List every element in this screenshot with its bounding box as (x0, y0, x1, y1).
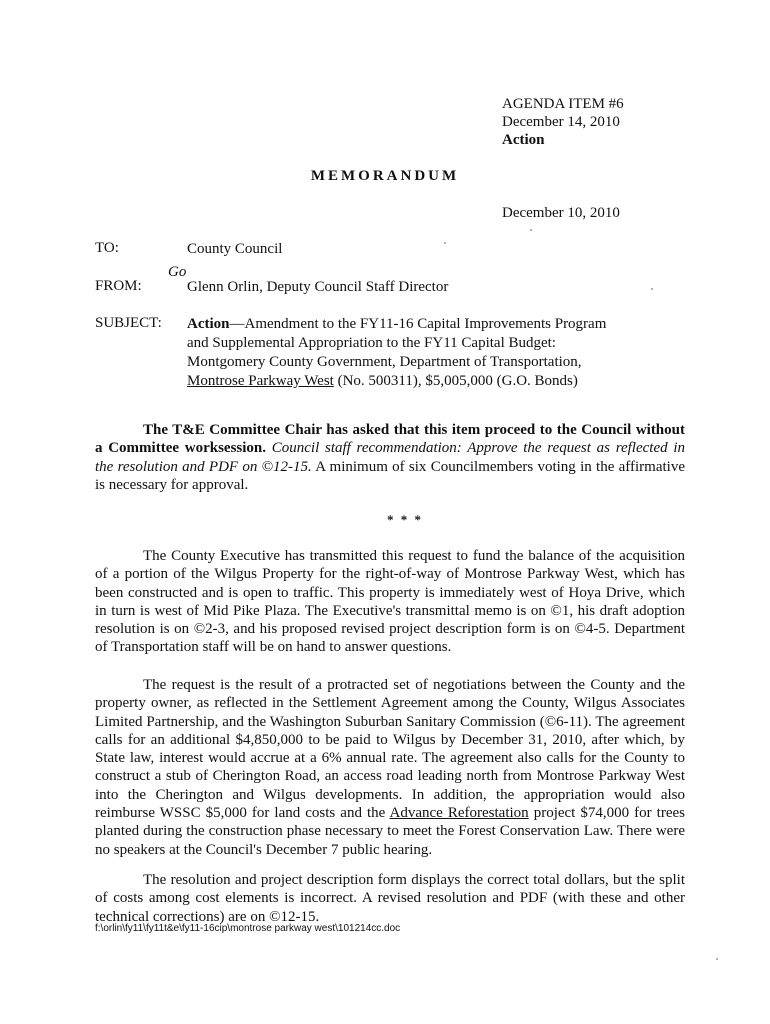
paragraph-3-text: The resolution and project description form displays the correct total dollars, but the split of costs among cost elements is incorrect. A revised resolution and PDF (with these and other technical corrections) are on ©12-15. (95, 872, 685, 925)
subject-line-2: and Supplemental Appropriation to the FY11 Capital Budget: (187, 335, 556, 351)
subject-action: Action (187, 316, 230, 332)
subject-line-3: Montgomery County Government, Department of Transportation, (187, 354, 582, 370)
agenda-action: Action (502, 132, 545, 148)
subject-line-4 (187, 372, 606, 391)
scan-speck (651, 288, 653, 290)
subject-label: SUBJECT: (95, 315, 162, 331)
paragraph-2-underlined: Advance Reforestation (389, 805, 529, 822)
agenda-item: AGENDA ITEM #6 (502, 96, 624, 112)
initials-handwritten: Go (168, 264, 187, 280)
scan-speck (444, 242, 446, 244)
scan-speck (530, 229, 532, 231)
intro-paragraph (95, 421, 685, 494)
paragraph-2 (95, 676, 685, 859)
intro-recommendation: Council staff recommendation: Approve the request as reflected in the resolution and PDF on ©12-15. (95, 440, 685, 475)
subject-block (187, 315, 606, 391)
to-value: County Council (187, 241, 283, 257)
paragraph-1-text: The County Executive has transmitted this request to fund the balance of the acquisition of a portion of the Wilgus Property for the right-of-way of Montrose Parkway West, which has been constructed and is open to traffic. This property is immediately west of Hoya Drive, which in turn is west of Mid Pike Plaza. The Executive's transmittal memo is on ©1, his draft adoption resolution is on ©2-3, and his proposed revised project description form is on ©4-5. Department of Transportation staff will be on hand to answer questions. (95, 548, 685, 656)
paragraph-1 (95, 547, 685, 657)
paragraph-2-before: The request is the result of a protracted set of negotiations between the County and the property owner, as reflected in the Settlement Agreement among the County, Wilgus Associates Limited Partnership, and the Washington Suburban Sanitary Commission (©6-11). The agreement calls for an additional $4,850,000 to be paid to Wilgus by December 31, 2010, after which, by State law, interest would accrue at a 6% annual rate. The agreement also calls for the County to construct a stub of Cherington Road, an access road leading north from Montrose Parkway West into the Cherington and Wilgus developments. In addition, the appropriation would also reimburse WSSC $5,000 for land costs and the (95, 677, 685, 822)
subject-project-name: Montrose Parkway West (187, 373, 334, 389)
subject-line-1-rest: —Amendment to the FY11-16 Capital Improvements Program (229, 316, 607, 332)
memo-date: December 10, 2010 (502, 205, 620, 221)
to-label: TO: (95, 240, 119, 256)
agenda-date: December 14, 2010 (502, 114, 620, 130)
section-separator: * * * (387, 512, 423, 527)
file-path-footer: f:\orlin\fy11\fy11t&e\fy11-16cip\montrose parkway west\101214cc.doc (95, 923, 401, 934)
subject-line-4-rest: (No. 500311), $5,005,000 (G.O. Bonds) (333, 373, 578, 389)
memo-title: MEMORANDUM (310, 168, 460, 184)
intro-rest: A minimum of six Councilmembers voting in the affirmative is necessary for approval. (95, 458, 685, 493)
paragraph-3 (95, 871, 685, 926)
from-value: Glenn Orlin, Deputy Council Staff Director (187, 279, 449, 295)
intro-bold: The T&E Committee Chair has asked that this item proceed to the Council without a Committee worksession. (95, 422, 685, 457)
paragraph-2-after: project $74,000 for trees planted during the construction phase necessary to meet the Forest Conservation Law. There were no speakers at the Council's December 7 public hearing. (95, 805, 685, 858)
from-label: FROM: (95, 278, 142, 294)
scan-speck (716, 958, 718, 960)
agenda-block (502, 95, 624, 149)
subject-line-1 (187, 315, 606, 334)
